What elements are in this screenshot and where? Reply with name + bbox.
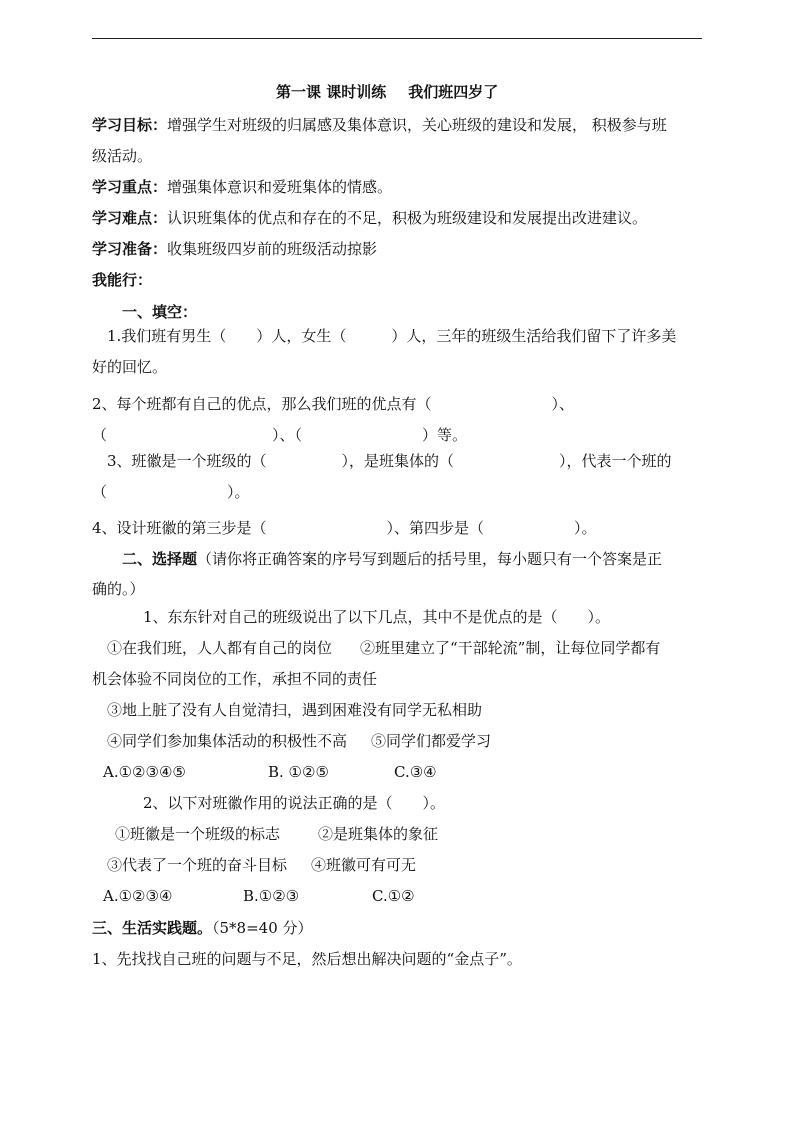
fill-q1-cont: 好的回忆。 [92,358,168,376]
page-title [276,82,498,102]
fill-q2: 2、每个班都有自己的优点，那么我们班的优点有（ ）、 [92,395,575,413]
choice-q1-option-3: ③地上脏了没有人自觉清扫，遇到困难没有同学无私相助 [107,701,483,719]
difficulty-label: 学习难点： [92,209,168,227]
choice-q2-option-4: ④班徽可有可无 [311,856,417,874]
prep-label: 学习准备： [92,240,168,258]
focus-label: 学习重点： [92,178,168,196]
difficulty-text: 认识班集体的优点和存在的不足，积极为班级建设和发展提出改进建议。 [167,209,648,227]
fill-q1: 1.我们班有男生（ ）人，女生（ ）人，三年的班级生活给我们留下了许多美 [107,327,677,345]
section2-instruction-cont: 确的。） [92,580,145,598]
choice-q1: 1、东东针对自己的班级说出了以下几点，其中不是优点的是（ ）。 [143,608,611,626]
choice-q1-options-row1 [107,638,660,658]
focus-line [92,177,392,197]
choice-q2: 2、以下对班徽作用的说法正确的是（ ）。 [143,794,446,812]
section3-heading: 三、生活实践题。 [92,919,213,937]
goal-text-cont: 级活动。 [92,147,153,165]
focus-text: 增强集体意识和爱班集体的情感。 [167,178,393,196]
section1-heading: 一、填空： [122,303,198,321]
fill-q4: 4、设计班徽的第三步是（ ）、第四步是（ ）。 [92,519,597,537]
section2-heading: 二、选择题 [122,550,198,568]
choice-q1-option-1: ①在我们班，人人都有自己的岗位 [107,639,333,657]
choice-q1-answer-b: B. ①②⑤ [268,763,329,781]
choice-q1-options-row3 [107,731,491,751]
practice-q1: 1、先找找自己班的问题与不足，然后想出解决问题的“金点子”。 [92,950,522,968]
choice-q1-option-4: ④同学们参加集体活动的积极性不高 [107,732,348,750]
choice-q1-answer-c: C.③④ [394,763,437,781]
choice-q1-option-2: ②班里建立了“干部轮流”制，让每位同学都有 [360,639,661,657]
title-lesson: 第一课 课时训练 [276,83,387,101]
fill-q3-cont: （ ）。 [92,483,250,501]
fill-q3: 3、班徽是一个班级的（ ），是班集体的（ ），代表一个班的 [107,452,672,470]
choice-q2-answer-c: C.①② [372,887,415,905]
section3-heading-line [92,918,313,938]
section2-instruction-line [122,549,662,569]
choice-q2-options-row2 [107,855,416,875]
section3-score: （5*8=40 分） [212,919,313,937]
choice-q1-option-2-cont: 机会体验不同岗位的工作，承担不同的责任 [92,670,378,688]
choice-q2-option-2: ②是班集体的象征 [318,825,439,843]
choice-q2-option-1: ①班徽是一个班级的标志 [115,825,281,843]
section2-instruction: （请你将正确答案的序号写到题后的括号里，每小题只有一个答案是正 [197,550,663,568]
choice-q2-answer-a: A.①②③④ [103,887,173,905]
choice-q2-options-row1 [115,824,438,844]
choice-q1-option-5: ⑤同学们都爱学习 [371,732,492,750]
goal-text: 增强学生对班级的归属感及集体意识，关心班级的建设和发展， 积极参与班 [167,116,667,134]
choice-q2-option-3: ③代表了一个班的奋斗目标 [107,856,288,874]
goal-line [92,115,667,135]
choice-q2-answer-b: B.①②③ [243,887,300,905]
i-can-heading: 我能行： [92,271,153,289]
prep-line [92,239,377,259]
title-topic: 我们班四岁了 [408,83,499,101]
fill-q2-cont: （ ）、（ ）等。 [92,426,468,444]
prep-text: 收集班级四岁前的班级活动掠影 [167,240,378,258]
goal-label: 学习目标： [92,116,168,134]
difficulty-line [92,208,647,228]
header-rule [92,38,702,39]
choice-q1-answer-a: A.①②③④⑤ [103,763,186,781]
